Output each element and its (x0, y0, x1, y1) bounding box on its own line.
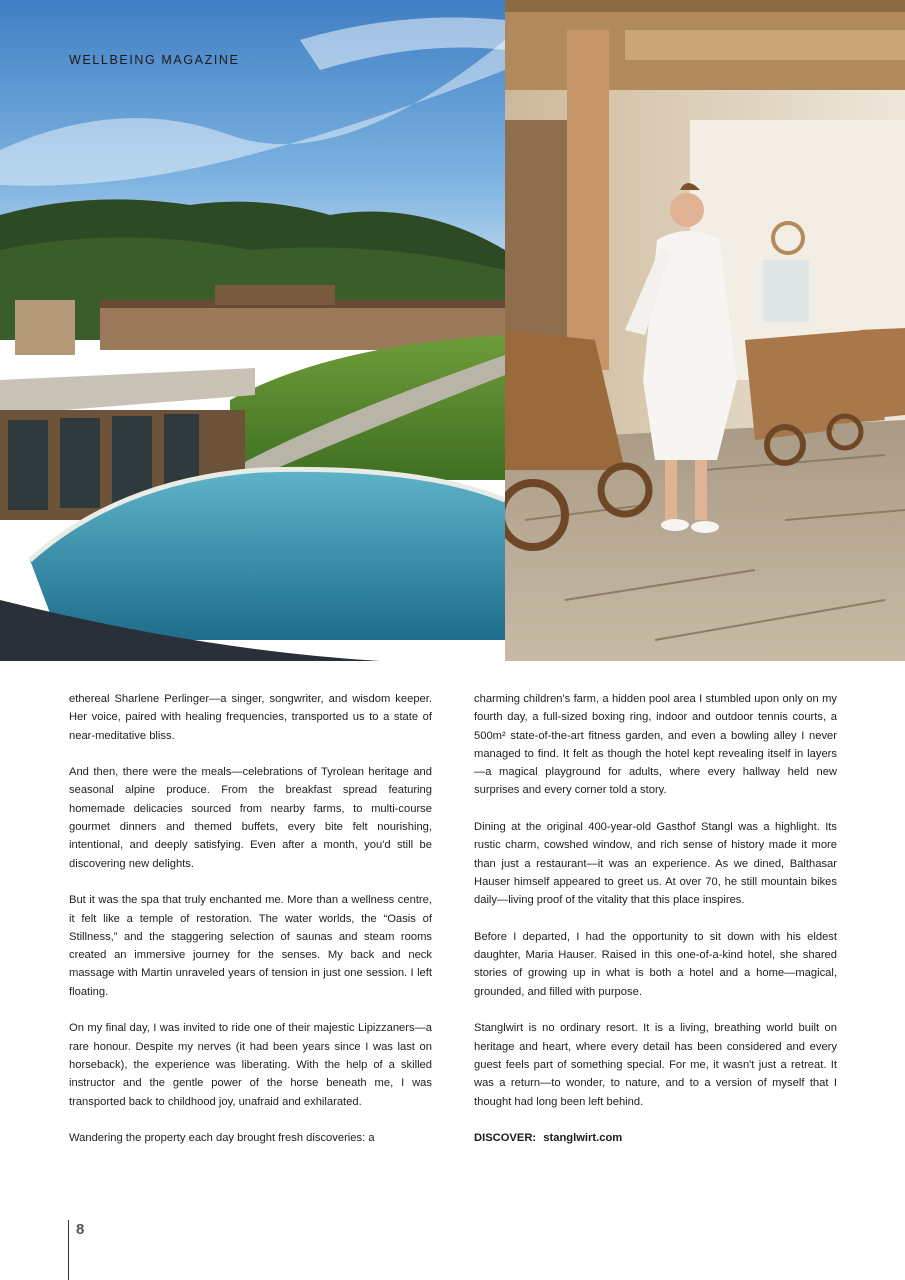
article-paragraph: Stanglwirt is no ordinary resort. It is a living, breathing world built on heritage and heart, where every detail has been considered and every guest feels part of something special. For me, it wasn't just a retreat. It was a return—to wonder, to nature, and to a version of myself that I thought had long been left behind. (474, 1022, 837, 1108)
article-paragraph: And then, there were the meals—celebrations of Tyrolean heritage and seasonal alpine produce. From the breakfast spread featuring homemade delicacies sourced from nearby farms, to multi-course gourmet dinners and themed buffets, every bite felt nourishing, intentional, and deeply satisfying. Even after a month, you'd still be discovering new delights. (69, 766, 432, 870)
page-number: 8 (76, 1221, 85, 1238)
article-paragraph: On my final day, I was invited to ride one of their majestic Lipizzaners—a rare honour. Despite my nerves (it had been years since I was last on horseback), the experience was liberating. With the help of a skilled instructor and the gentle power of the horse beneath me, I was transported back to childhood joy, unafraid and exhilarated. (69, 1022, 432, 1108)
article-paragraph: charming children's farm, a hidden pool area I stumbled upon only on my fourth day, a full-sized boxing ring, indoor and outdoor tennis courts, a 500m² state-of-the-art fitness garden, and even a bowling alley I never managed to find. It felt as though the hotel kept revealing itself in layers—a magical playground for adults, where every hallway held new surprises and every corner told a story. (474, 693, 837, 797)
article-paragraph: Before I departed, I had the opportunity to sit down with his eldest daughter, Maria Hauser. Raised in this one-of-a-kind hotel, she shared stories of growing up in what is both a hotel and a home—magical, grounded, and filled with purpose. (474, 930, 837, 998)
page-number-rule (68, 1220, 69, 1280)
discover-link[interactable]: stanglwirt.com (543, 1132, 623, 1145)
article-paragraph: Wandering the property each day brought fresh discoveries: a (69, 1132, 375, 1145)
article-paragraph: But it was the spa that truly enchanted me. More than a wellness centre, it felt like a temple of restoration. The water worlds, the “Oasis of Stillness,” and the staggering selection of saunas and steam rooms created an immersive journey for the senses. My back and neck massage with Martin unraveled years of tension in just one session. I left floating. (69, 894, 432, 998)
resort-pool-landscape-photo (0, 0, 505, 661)
magazine-masthead: WELLBEING MAGAZINE (69, 53, 240, 67)
article-column-right (474, 690, 837, 1147)
article-paragraph: Dining at the original 400-year-old Gasthof Stangl was a highlight. Its rustic charm, cowshed window, and rich sense of history made it more than just a restaurant—it was an experience. As we dined, Balthasar Hauser himself appeared to greet us. At over 70, he still mountain bikes daily—living proof of the vitality that this place inspires. (474, 821, 837, 907)
spa-guest-in-robe-photo (505, 0, 905, 661)
discover-label: DISCOVER: (474, 1132, 537, 1145)
discover-line (474, 1129, 837, 1147)
article-column-left (69, 690, 432, 1166)
article-paragraph: ethereal Sharlene Perlinger—a singer, songwriter, and wisdom keeper. Her voice, paired with healing frequencies, transported us to a state of near-meditative bliss. (69, 693, 432, 742)
